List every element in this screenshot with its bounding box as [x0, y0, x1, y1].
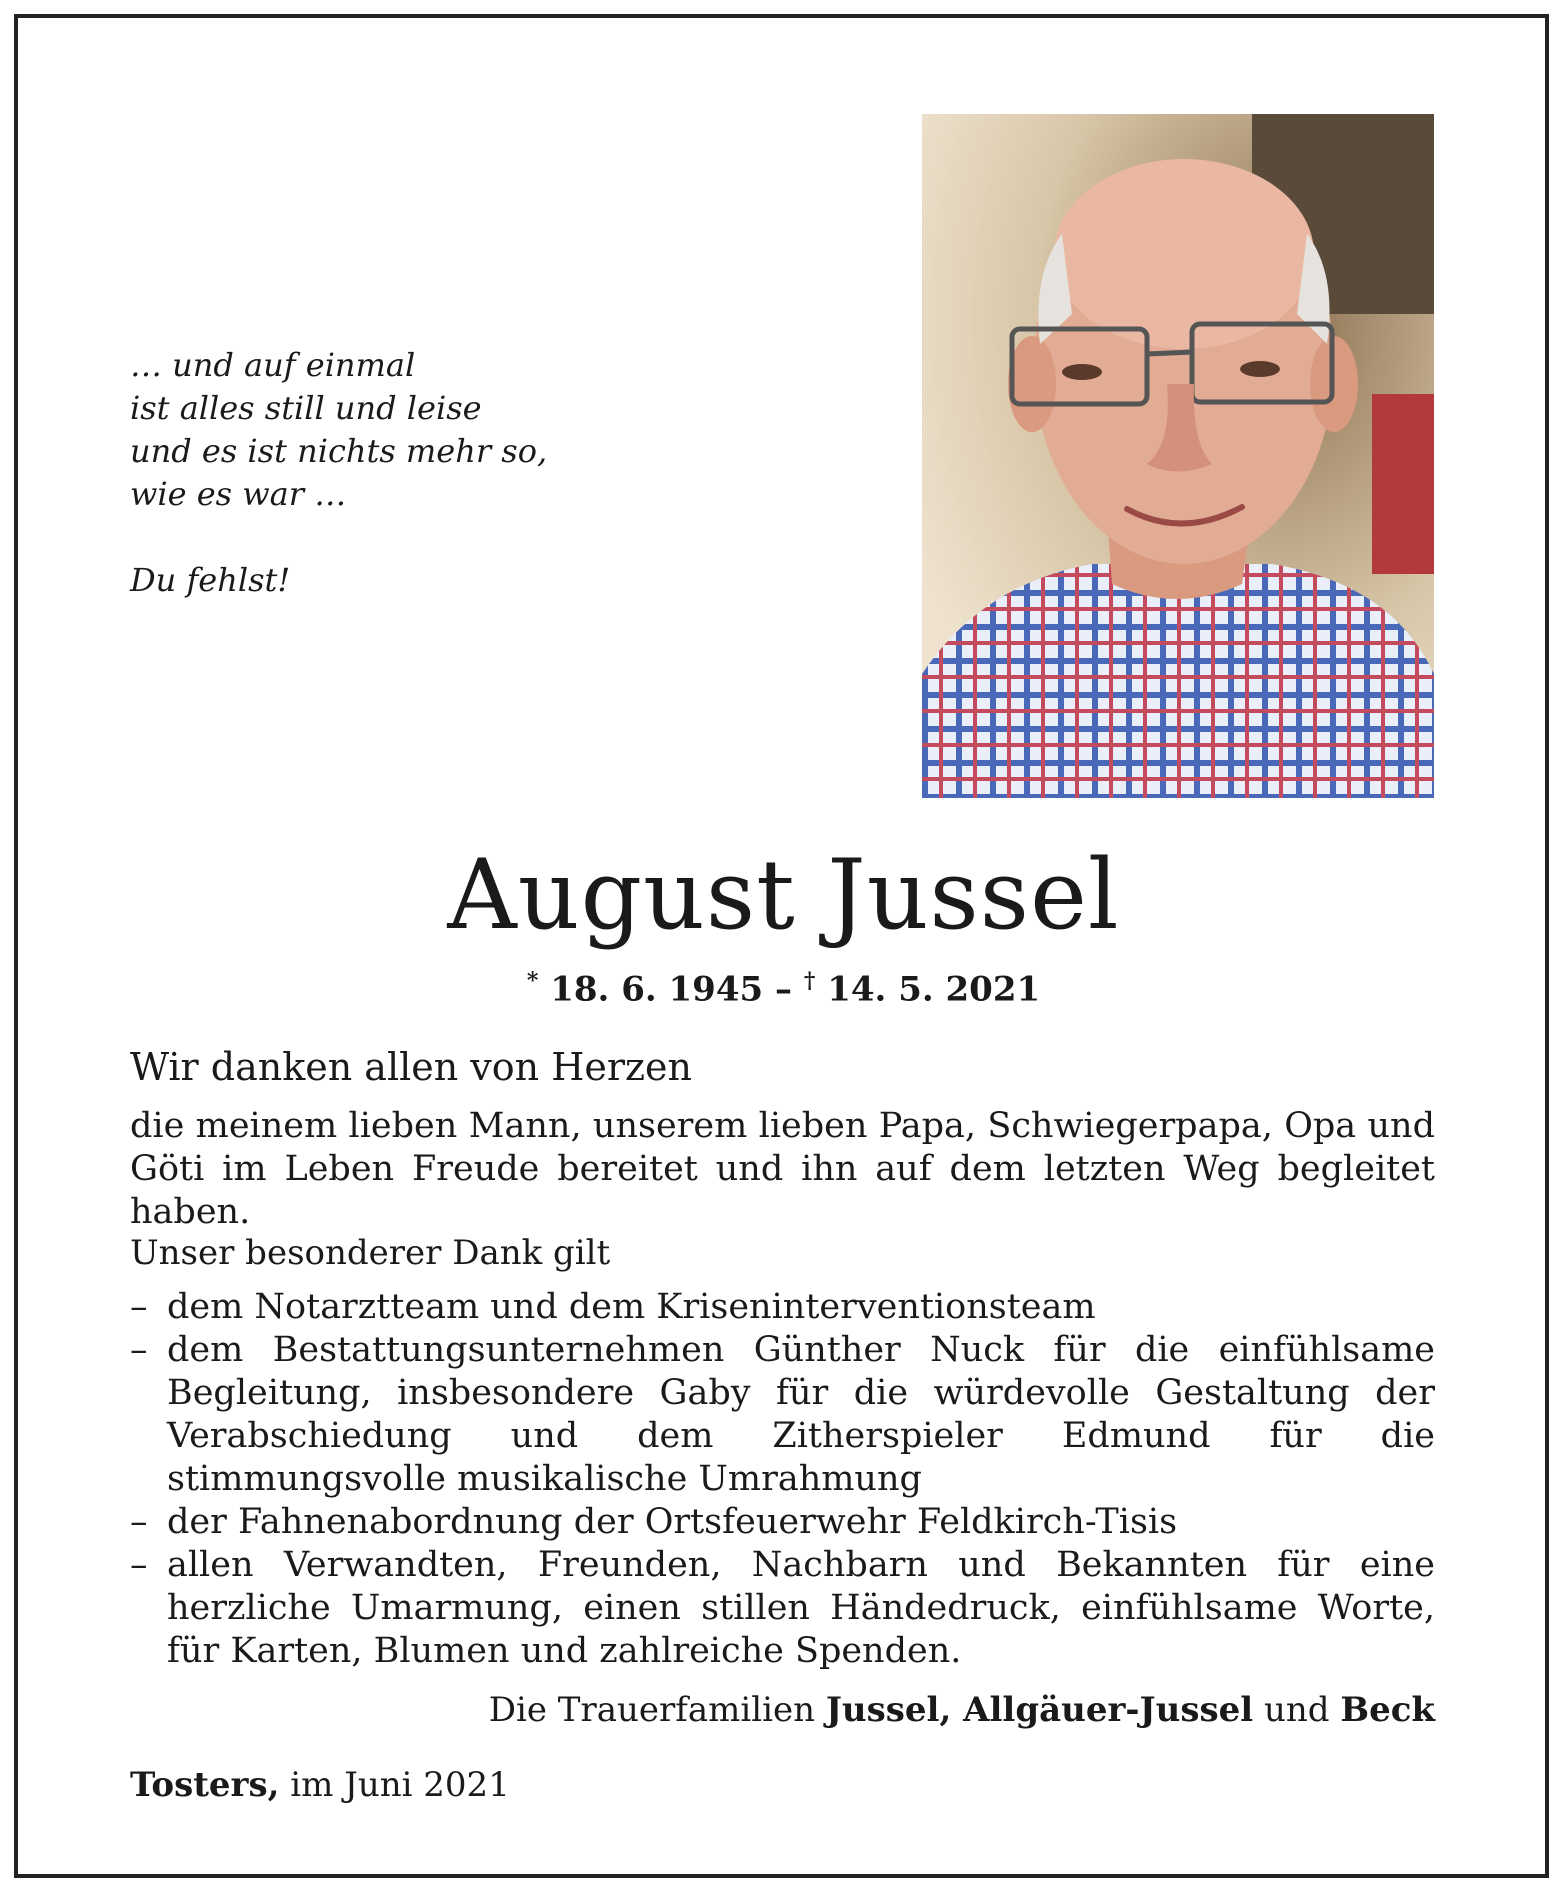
list-item: – der Fahnenabordnung der Ortsfeuerwehr Feldkirch-Tisis	[130, 1502, 1178, 1542]
thanks-intro: die meinem lieben Mann, unserem lieben Papa, Schwiegerpapa, Opa und Göti im Leben Freude bereitet und ihn auf dem letzten Weg begleitet haben.	[130, 1106, 1435, 1232]
list-item: – dem Bestattungsunternehmen Günther Nuck für die einfühlsame Begleitung, insbesondere Gaby für die würdevolle Gestaltung der Verabschiedung und dem Zitherspieler Edmund für die stimmungsvolle musikalische Umrahmung	[130, 1330, 1435, 1499]
signature-prefix: Die Trauerfamilien	[488, 1690, 816, 1730]
birth-symbol: *	[526, 968, 539, 994]
place-date	[130, 1765, 510, 1805]
portrait-photo	[922, 114, 1434, 798]
poem-line: und es ist nichts mehr so,	[130, 432, 548, 470]
death-symbol: †	[803, 968, 816, 994]
date-separator: –	[775, 969, 792, 1010]
poem-line: wie es war …	[130, 475, 347, 513]
list-item: – allen Verwandten, Freunden, Nachbarn und Bekannten für eine herzliche Umarmung, einen stillen Händedruck, einfühlsame Worte, für Karten, Blumen und zahlreiche Spenden.	[130, 1545, 1435, 1671]
signature-family-2: Beck	[1340, 1690, 1435, 1730]
death-date: 14. 5. 2021	[827, 969, 1041, 1010]
poem-line: ist alles still und leise	[130, 389, 482, 427]
place-date-text: im Juni 2021	[290, 1765, 510, 1805]
signature-family-1: Jussel, Allgäuer-Jussel	[825, 1690, 1254, 1730]
signature-connector: und	[1263, 1690, 1330, 1730]
place-town: Tosters,	[130, 1765, 280, 1805]
life-dates	[0, 968, 1567, 1009]
list-item: – dem Notarztteam und dem Kriseninterventionsteam	[130, 1287, 1096, 1327]
special-thanks-heading: Unser besonderer Dank gilt	[130, 1233, 611, 1273]
deceased-name: August Jussel	[447, 839, 1120, 951]
poem-closing: Du fehlst!	[130, 561, 291, 599]
signature	[489, 1690, 1435, 1730]
poem-line: … und auf einmal	[130, 346, 416, 384]
thanks-heading: Wir danken allen von Herzen	[130, 1045, 692, 1089]
thanks-list	[130, 1286, 1435, 1673]
poem	[130, 344, 547, 602]
birth-date: 18. 6. 1945	[550, 969, 764, 1010]
